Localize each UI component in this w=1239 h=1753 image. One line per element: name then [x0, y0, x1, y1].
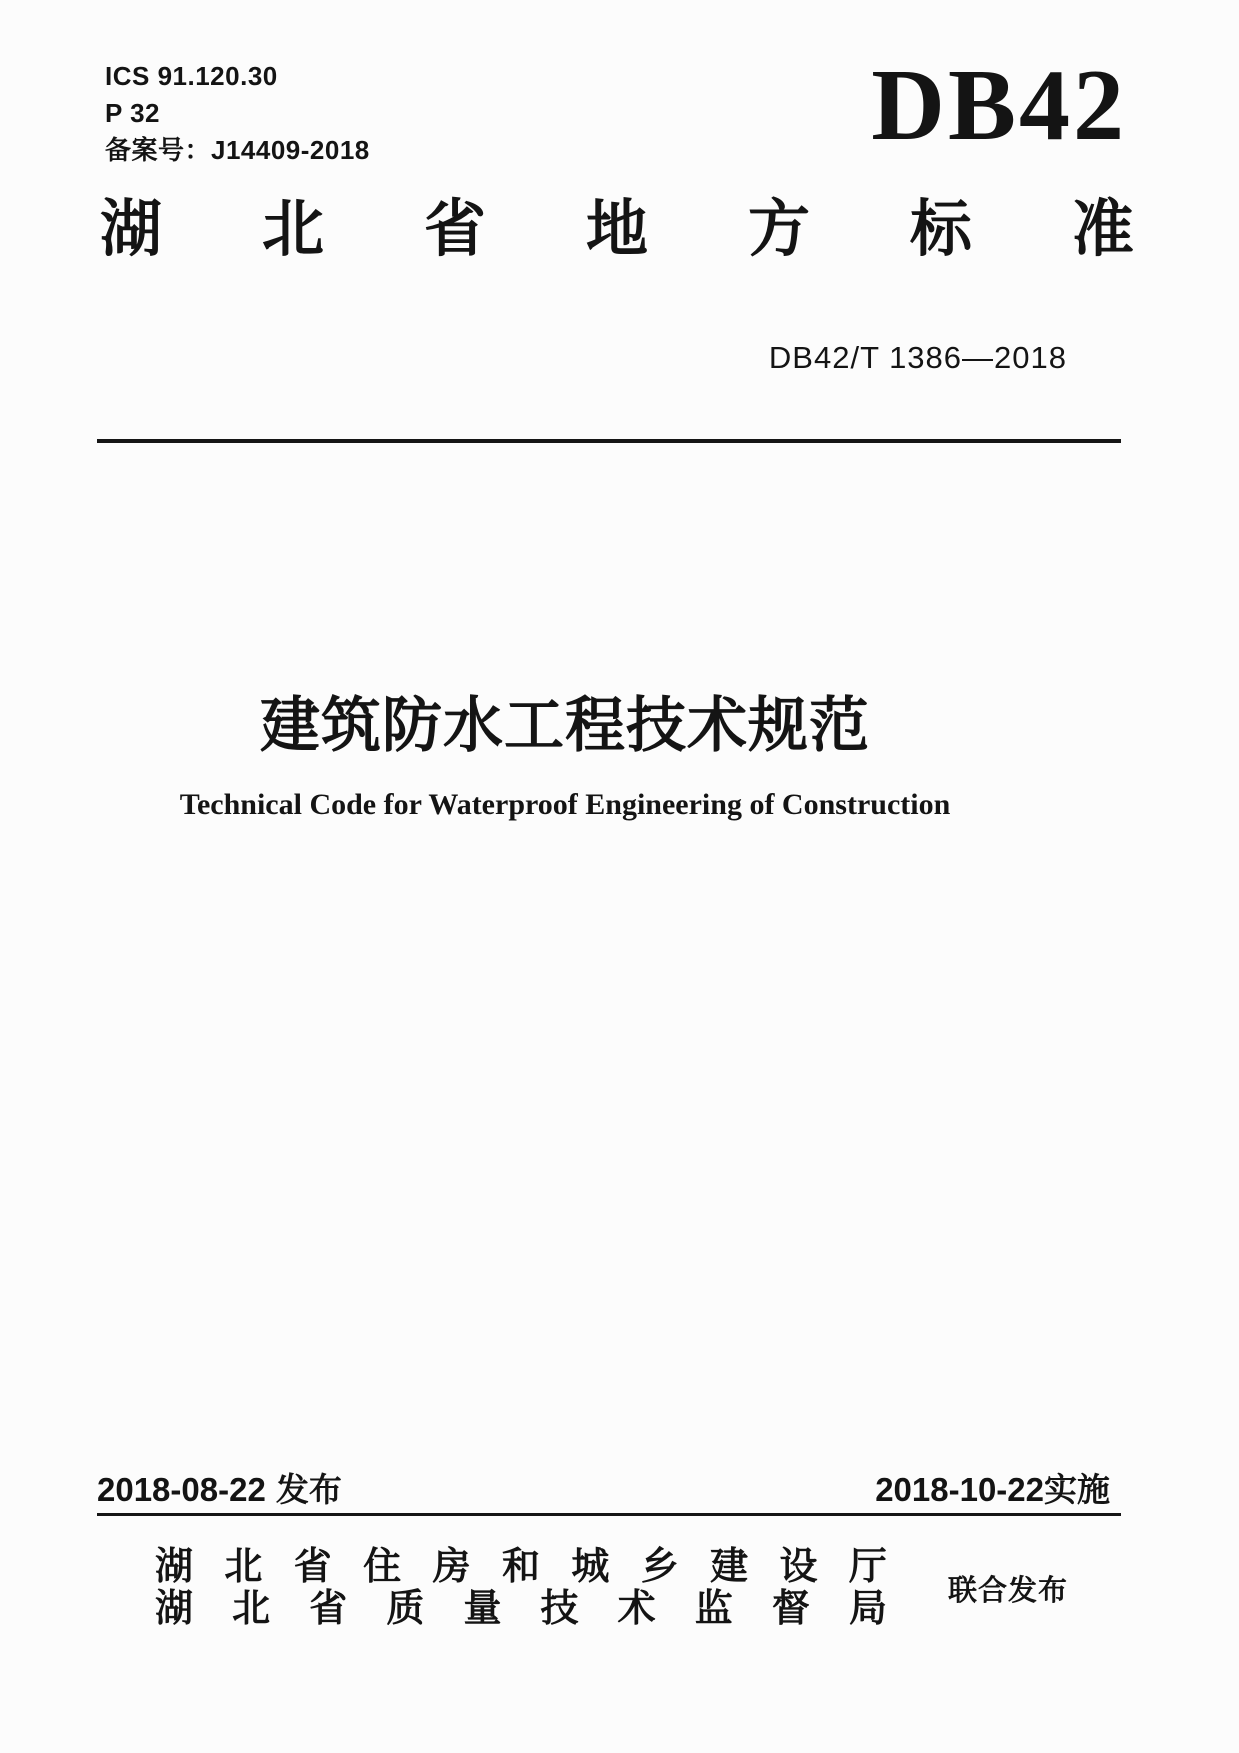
implementation-date: 2018-10-22 — [875, 1471, 1044, 1508]
char: 和 — [501, 1546, 540, 1588]
char: 湖 — [155, 1588, 194, 1630]
publisher-block — [155, 1546, 887, 1630]
record-number: 备案号：J14409-2018 — [105, 135, 370, 165]
char: 城 — [571, 1546, 610, 1588]
char: 质 — [386, 1588, 425, 1630]
publisher-line-2 — [155, 1588, 887, 1630]
char: 监 — [694, 1588, 733, 1630]
main-title: 建筑防水工程技术规范 — [260, 692, 870, 759]
standard-logo: DB42 — [871, 49, 1127, 162]
char: 局 — [848, 1588, 887, 1630]
char: 标 — [909, 196, 972, 264]
char: 湖 — [155, 1546, 194, 1588]
char: 省 — [423, 196, 486, 264]
top-rule — [97, 439, 1121, 443]
char: 地 — [585, 196, 648, 264]
char: 北 — [224, 1546, 263, 1588]
char: 方 — [747, 196, 810, 264]
char: 湖 — [100, 196, 163, 264]
char: 住 — [363, 1546, 402, 1588]
standard-number: DB42/T 1386—2018 — [768, 340, 1067, 375]
char: 建 — [710, 1546, 749, 1588]
issue-label: 发布 — [275, 1471, 342, 1508]
char: 督 — [771, 1588, 810, 1630]
char: 准 — [1071, 196, 1134, 264]
char: 设 — [779, 1546, 818, 1588]
issue-date: 2018-08-22 — [97, 1471, 266, 1508]
issue-date-line — [97, 1464, 342, 1511]
char: 乡 — [640, 1546, 679, 1588]
classification-code: P 32 — [105, 98, 161, 128]
implementation-date-line — [875, 1464, 1110, 1511]
bottom-rule — [97, 1513, 1121, 1516]
char: 北 — [261, 196, 324, 264]
meta-block — [105, 58, 370, 169]
dates-row — [97, 1464, 1110, 1511]
joint-publish-label: 联合发布 — [947, 1575, 1068, 1607]
char: 房 — [432, 1546, 471, 1588]
char: 技 — [540, 1588, 579, 1630]
english-title: Technical Code for Waterproof Engineering of Construction — [179, 788, 951, 821]
char: 量 — [463, 1588, 502, 1630]
char: 省 — [293, 1546, 332, 1588]
implementation-label: 实施 — [1044, 1471, 1110, 1508]
publisher-line-1 — [155, 1546, 887, 1588]
char: 北 — [232, 1588, 271, 1630]
ics-code: ICS 91.120.30 — [105, 61, 278, 91]
char: 省 — [309, 1588, 348, 1630]
char: 厅 — [848, 1546, 887, 1588]
char: 术 — [617, 1588, 656, 1630]
header-title — [100, 194, 1134, 266]
